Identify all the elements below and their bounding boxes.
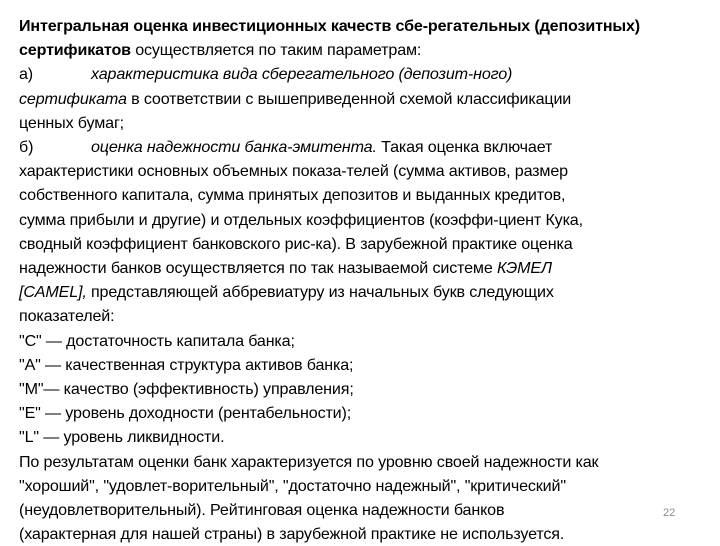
intro-line-1	[19, 14, 711, 38]
item-a-line-3: ценных бумаг;	[19, 113, 124, 132]
item-a-italic-term: сертификата	[19, 89, 127, 108]
item-b-line-7	[19, 280, 711, 304]
item-a-italic-text: характеристика вида сберегательного (депозит-ного)	[91, 65, 513, 84]
intro-line-2	[19, 38, 711, 62]
conclusion-line: (характерная для нашей страны) в зарубежной практике не используется.	[19, 525, 565, 544]
item-b-italic-text: оценка надежности банка-эмитента.	[91, 138, 377, 157]
item-a-line-1	[19, 62, 711, 86]
item-b-text: Такая оценка включает	[376, 138, 553, 157]
item-b-line-2: характеристики основных объемных показа-телей (сумма активов, размер	[19, 162, 568, 181]
item-b-line-8: показателей:	[19, 307, 115, 326]
page-number: 22	[663, 507, 676, 519]
camel-item: "M"— качество (эффективность) управления;	[19, 380, 354, 399]
item-a-text: в соответствии с вышеприведенной схемой классификации	[126, 89, 572, 108]
item-b-marker: б)	[19, 138, 34, 157]
item-a-marker: а)	[19, 65, 34, 84]
intro-bold-text: Интегральная оценка инвестиционных качеств сбе-регательных (депозитных)	[19, 17, 641, 35]
camel-item: "E" — уровень доходности (рентабельности);	[19, 404, 352, 423]
item-b-line-4: сумма прибыли и другие) и отдельных коэффициентов (коэффи-циент Кука,	[19, 210, 583, 229]
camel-term-ru: КЭМЕЛ	[496, 259, 552, 278]
camel-item: "А" — качественная структура активов банка;	[19, 355, 354, 374]
item-b-line-5: сводный коэффициент банковского рис-ка). В зарубежной практике оценка	[19, 234, 573, 253]
conclusion-line: По результатам оценки банк характеризуется по уровню своей надежности как	[19, 452, 599, 471]
item-b-line-1	[19, 135, 711, 159]
item-b-line-6	[19, 256, 711, 280]
conclusion-line: "хороший", "удовлет-ворительный", "достаточно надежный", "критический"	[19, 476, 566, 495]
conclusion-line: (неудовлетворительный). Рейтинговая оценка надежности банков	[19, 501, 505, 520]
item-b-line-3: собственного капитала, сумма принятых депозитов и выданных кредитов,	[19, 186, 566, 205]
item-b-text-6: надежности банков осуществляется по так называемой системе	[19, 259, 497, 278]
intro-bold-term: сертификатов	[19, 41, 131, 60]
item-b-text-7: представляющей аббревиатуру из начальных букв следующих	[86, 283, 554, 302]
camel-item: "L" — уровень ликвидности.	[19, 428, 225, 447]
item-a-line-2	[19, 87, 711, 111]
camel-item: "C" — достаточность капитала банка;	[19, 331, 295, 350]
body-text	[19, 14, 711, 546]
intro-text: осуществляется по таким параметрам:	[130, 41, 422, 60]
camel-term-en: [CAMEL],	[19, 283, 87, 302]
